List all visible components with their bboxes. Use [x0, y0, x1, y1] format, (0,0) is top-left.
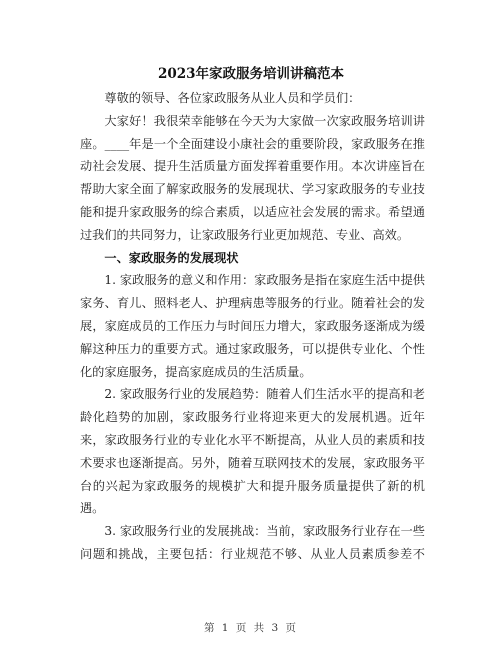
text-line: 展，家庭成员的工作压力与时间压力增大，家政服务逐渐成为缓 [80, 318, 425, 333]
text-line: 3. 家政服务行业的发展挑战：当前，家政服务行业存在一些 [104, 524, 425, 539]
text-line: 台的兴起为家政服务的规模扩大和提升服务质量提供了新的机 [80, 478, 425, 493]
greeting-paragraph [80, 87, 425, 110]
heading-line: 一、家政服务的发展现状 [104, 250, 239, 265]
text-line: 尊敬的领导、各位家政服务从业人员和学员们： [104, 91, 361, 105]
text-line: 能和提升家政服务的综合素质，以适应社会发展的需求。希望通 [80, 204, 425, 219]
item-2-paragraph [80, 383, 425, 520]
document-body [80, 87, 425, 566]
text-line: 化的家庭服务，提高家庭成员的生活质量。 [80, 364, 312, 379]
text-line: 帮助大家全面了解家政服务的发展现状、学习家政服务的专业技 [80, 182, 425, 197]
text-line: 龄化趋势的加剧，家政服务行业将迎来更大的发展机遇。近年 [80, 410, 425, 425]
text-line: 解这种压力的重要方式。通过家政服务，可以提供专业化、个性 [80, 341, 425, 356]
intro-paragraph [80, 110, 425, 247]
text-line: 过我们的共同努力，让家政服务行业更加规范、专业、高效。 [80, 227, 410, 242]
section-heading [80, 247, 425, 270]
text-line: 大家好！我很荣幸能够在今天为大家做一次家政服务培训讲 [104, 113, 425, 128]
text-line: 2. 家政服务行业的发展趋势：随着人们生活水平的提高和老 [104, 387, 425, 402]
document-title: 2023年家政服务培训讲稿范本 [157, 66, 345, 82]
text-line: 来，家政服务行业的专业化水平不断提高，从业人员的素质和技 [80, 432, 425, 447]
text-line: 问题和挑战，主要包括：行业规范不够、从业人员素质参差不 [80, 546, 425, 561]
text-line: 术要求也逐渐提高。另外，随着互联网技术的发展，家政服务平 [80, 455, 425, 470]
text-line: 座。____年是一个全面建设小康社会的重要阶段，家政服务在推 [80, 136, 425, 151]
page-number-footer: 第 1 页 共 3 页 [203, 622, 299, 634]
text-line: 家务、育儿、照料老人、护理病患等服务的行业。随着社会的发 [80, 296, 425, 311]
item-3-paragraph [80, 520, 425, 566]
text-line: 动社会发展、提升生活质量方面发挥着重要作用。本次讲座旨在 [80, 159, 425, 174]
text-line: 1. 家政服务的意义和作用：家政服务是指在家庭生活中提供 [104, 273, 425, 288]
item-1-paragraph [80, 269, 425, 383]
text-line: 遇。 [80, 501, 105, 516]
